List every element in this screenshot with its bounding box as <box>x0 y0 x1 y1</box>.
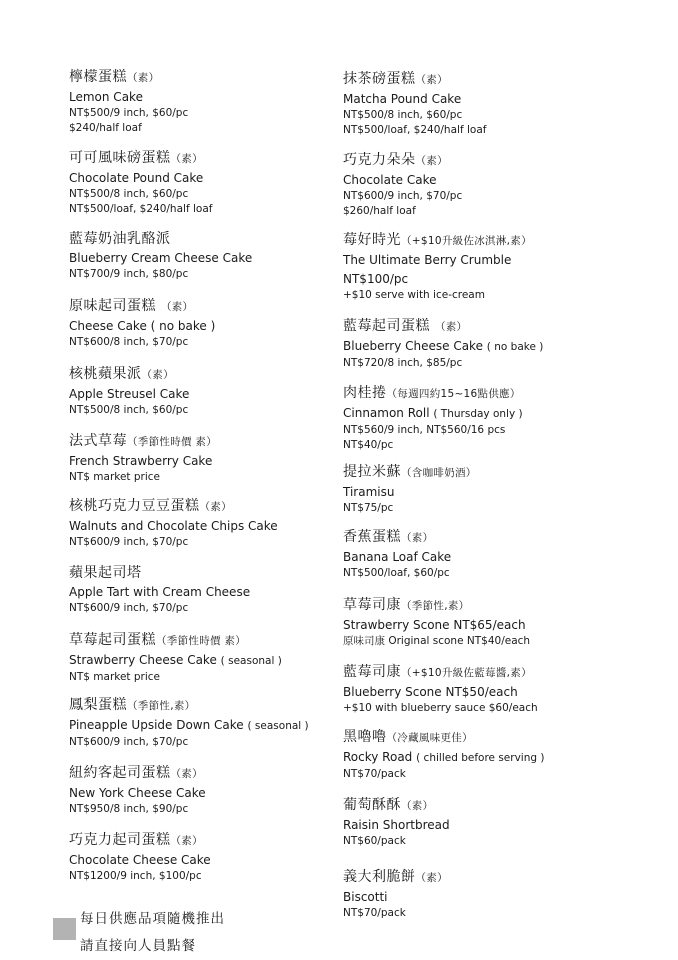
menu-item-biscotti <box>343 868 448 921</box>
item-tag: （素） <box>127 72 160 84</box>
item-name-en: Tiramisu <box>343 485 395 499</box>
menu-item-matcha-pound-cake <box>343 70 486 138</box>
item-tag: （含咖啡奶酒） <box>401 467 477 479</box>
item-name-en: Cinnamon Roll <box>343 406 430 420</box>
menu-item-raisin-shortbread <box>343 796 450 849</box>
item-price: NT$600/9 inch, $70/pc <box>69 736 189 748</box>
item-price: NT$500/loaf, $60/pc <box>343 567 450 579</box>
item-tag: （素） <box>415 74 448 86</box>
item-tag: （素） <box>415 155 448 167</box>
item-name-zh: 香蕉蛋糕 <box>343 529 401 545</box>
menu-item-chocolate-pound-cake <box>69 149 212 217</box>
item-price: NT$500/9 inch, $60/pc <box>69 107 189 119</box>
item-price: NT$75/pc <box>343 502 394 514</box>
item-price: NT$600/9 inch, $70/pc <box>69 602 189 614</box>
item-name-en: Chocolate Pound Cake <box>69 171 204 185</box>
item-tag: （+$10升級佐冰淇淋,素） <box>401 235 532 247</box>
item-name-en: French Strawberry Cake <box>69 454 213 468</box>
item-tag: （每週四約15~16點供應） <box>386 388 521 400</box>
menu-item-cheese-cake <box>69 297 215 350</box>
menu-item-chocolate-cheese-cake <box>69 831 211 884</box>
item-name-zh: 抹茶磅蛋糕 <box>343 71 416 87</box>
item-name-en: Apple Streusel Cake <box>69 387 190 401</box>
item-name-zh: 巧克力朵朵 <box>343 152 416 168</box>
item-name-zh: 葡萄酥酥 <box>343 797 401 813</box>
item-price: NT$ market price <box>69 471 161 483</box>
menu-item-cinnamon-roll <box>343 384 523 453</box>
item-name-zh: 義大利脆餅 <box>343 869 416 885</box>
item-tag: （素） <box>160 301 194 313</box>
menu-item-strawberry-cheese-cake <box>69 631 282 685</box>
menu-item-apple-streusel-cake <box>69 365 189 418</box>
footer-marker <box>53 918 76 940</box>
item-tag: （素） <box>170 153 203 165</box>
item-name-zh: 鳳梨蛋糕 <box>69 697 127 713</box>
item-tag: （素） <box>434 321 468 333</box>
item-price: NT$600/9 inch, $70/pc <box>343 190 463 202</box>
item-tag: （+$10升級佐藍莓醬,素） <box>401 667 532 679</box>
item-name-zh: 原味起司蛋糕 <box>69 298 156 314</box>
item-name-zh: 藍莓奶油乳酪派 <box>69 231 171 247</box>
item-price: NT$1200/9 inch, $100/pc <box>69 870 202 882</box>
item-tag: （素） <box>170 768 203 780</box>
item-price: NT$70/pack <box>343 768 406 780</box>
item-name-en: Raisin Shortbread <box>343 818 450 832</box>
item-price: NT$720/8 inch, $85/pc <box>343 357 463 369</box>
item-name-en: Rocky Road <box>343 750 413 764</box>
item-name-en: Blueberry Cheese Cake <box>343 339 483 353</box>
item-name-zh: 藍莓起司蛋糕 <box>343 318 430 334</box>
item-note: ( no bake ) <box>486 341 544 353</box>
footer-line-2: 請直接向人員點餐 <box>80 938 196 954</box>
item-tag: （素） <box>401 532 434 544</box>
item-name-en: Strawberry Scone NT$65/each <box>343 618 526 632</box>
item-name-en: Apple Tart with Cream Cheese <box>69 585 251 599</box>
menu-item-banana-loaf-cake <box>343 528 451 581</box>
item-name-en: Banana Loaf Cake <box>343 550 452 564</box>
item-name-zh: 法式草莓 <box>69 433 127 449</box>
item-price: NT$560/9 inch, NT$560/16 pcs <box>343 424 506 436</box>
item-price: $240/half loaf <box>69 122 142 134</box>
item-note: ( seasonal ) <box>220 655 282 667</box>
menu-item-strawberry-scone <box>343 596 530 649</box>
item-name-zh: 巧克力起司蛋糕 <box>69 832 171 848</box>
menu-item-lemon-cake <box>69 68 188 136</box>
item-name-en: Blueberry Scone NT$50/each <box>343 685 518 699</box>
item-name-en: Biscotti <box>343 890 388 904</box>
item-name-en: Cheese Cake ( no bake ) <box>69 319 216 333</box>
item-name-zh: 核桃蘋果派 <box>69 366 142 382</box>
menu-item-berry-crumble <box>343 231 532 303</box>
item-name-zh: 莓好時光 <box>343 232 401 248</box>
item-price: NT$500/loaf, $240/half loaf <box>69 203 213 215</box>
menu-item-blueberry-cream-cheese-cake <box>69 230 252 282</box>
menu-item-rocky-road <box>343 728 544 782</box>
item-price: NT$500/8 inch, $60/pc <box>69 404 189 416</box>
item-tag: （季節性時價 素） <box>127 436 218 448</box>
menu-item-chocolate-cake <box>343 151 462 219</box>
menu-item-blueberry-cheese-cake <box>343 317 543 371</box>
item-name-en: Lemon Cake <box>69 90 143 104</box>
item-tag: （素） <box>199 501 232 513</box>
item-name-zh: 檸檬蛋糕 <box>69 69 127 85</box>
item-price: NT$100/pc <box>343 272 409 286</box>
item-price: NT$40/pc <box>343 439 394 451</box>
item-note: ( chilled before serving ) <box>416 752 545 764</box>
item-price: NT$500/loaf, $240/half loaf <box>343 124 487 136</box>
item-price: NT$950/8 inch, $90/pc <box>69 803 189 815</box>
item-name-zh: 蘋果起司塔 <box>69 565 142 581</box>
item-price: 原味司康 Original scone NT$40/each <box>343 635 531 647</box>
item-name-en: Chocolate Cake <box>343 173 437 187</box>
menu-item-blueberry-scone <box>343 663 538 716</box>
item-name-en: Chocolate Cheese Cake <box>69 853 211 867</box>
menu-item-apple-tart <box>69 564 250 616</box>
menu-item-new-york-cheese-cake <box>69 764 206 817</box>
item-price: +$10 with blueberry sauce $60/each <box>343 702 538 714</box>
item-price: +$10 serve with ice-cream <box>343 289 485 301</box>
item-tag: （季節性,素） <box>401 600 470 612</box>
item-name-zh: 黑嚕嚕 <box>343 729 387 745</box>
item-price: NT$70/pack <box>343 907 406 919</box>
item-price: NT$ market price <box>69 671 161 683</box>
menu-item-walnuts-chocolate-chips-cake <box>69 497 278 550</box>
item-name-zh: 草莓起司蛋糕 <box>69 632 156 648</box>
item-price: NT$60/pack <box>343 835 406 847</box>
item-name-en: The Ultimate Berry Crumble <box>343 253 512 267</box>
item-name-en: Walnuts and Chocolate Chips Cake <box>69 519 278 533</box>
item-tag: （素） <box>401 800 434 812</box>
item-price: NT$700/9 inch, $80/pc <box>69 268 189 280</box>
item-tag: （素） <box>415 872 448 884</box>
item-price: NT$600/8 inch, $70/pc <box>69 336 189 348</box>
footer-line-1: 每日供應品項隨機推出 <box>80 911 225 927</box>
item-tag: （季節性時價 素） <box>156 635 247 647</box>
item-name-zh: 藍莓司康 <box>343 664 401 680</box>
item-name-zh: 草莓司康 <box>343 597 401 613</box>
item-note: ( seasonal ) <box>247 720 309 732</box>
menu-item-french-strawberry-cake <box>69 432 217 485</box>
item-name-zh: 提拉米蘇 <box>343 464 401 480</box>
item-price: NT$500/8 inch, $60/pc <box>69 188 189 200</box>
item-price: NT$600/9 inch, $70/pc <box>69 536 189 548</box>
item-tag: （素） <box>141 369 174 381</box>
item-name-en: Blueberry Cream Cheese Cake <box>69 251 253 265</box>
item-price: $260/half loaf <box>343 205 416 217</box>
item-tag: （冷藏風味更佳） <box>386 732 473 744</box>
item-tag: （素） <box>170 835 203 847</box>
menu-item-tiramisu <box>343 463 477 516</box>
item-tag: （季節性,素） <box>127 700 196 712</box>
item-name-zh: 核桃巧克力豆豆蛋糕 <box>69 498 200 514</box>
item-name-zh: 肉桂捲 <box>343 385 387 401</box>
item-name-en: Strawberry Cheese Cake <box>69 653 217 667</box>
menu-item-pineapple-upside-down-cake <box>69 696 309 750</box>
item-name-zh: 可可風味磅蛋糕 <box>69 150 171 166</box>
item-price: NT$500/8 inch, $60/pc <box>343 109 463 121</box>
item-name-zh: 紐約客起司蛋糕 <box>69 765 171 781</box>
item-name-en: New York Cheese Cake <box>69 786 206 800</box>
item-name-en: Matcha Pound Cake <box>343 92 462 106</box>
item-name-en: Pineapple Upside Down Cake <box>69 718 244 732</box>
item-note: ( Thursday only ) <box>433 408 523 420</box>
